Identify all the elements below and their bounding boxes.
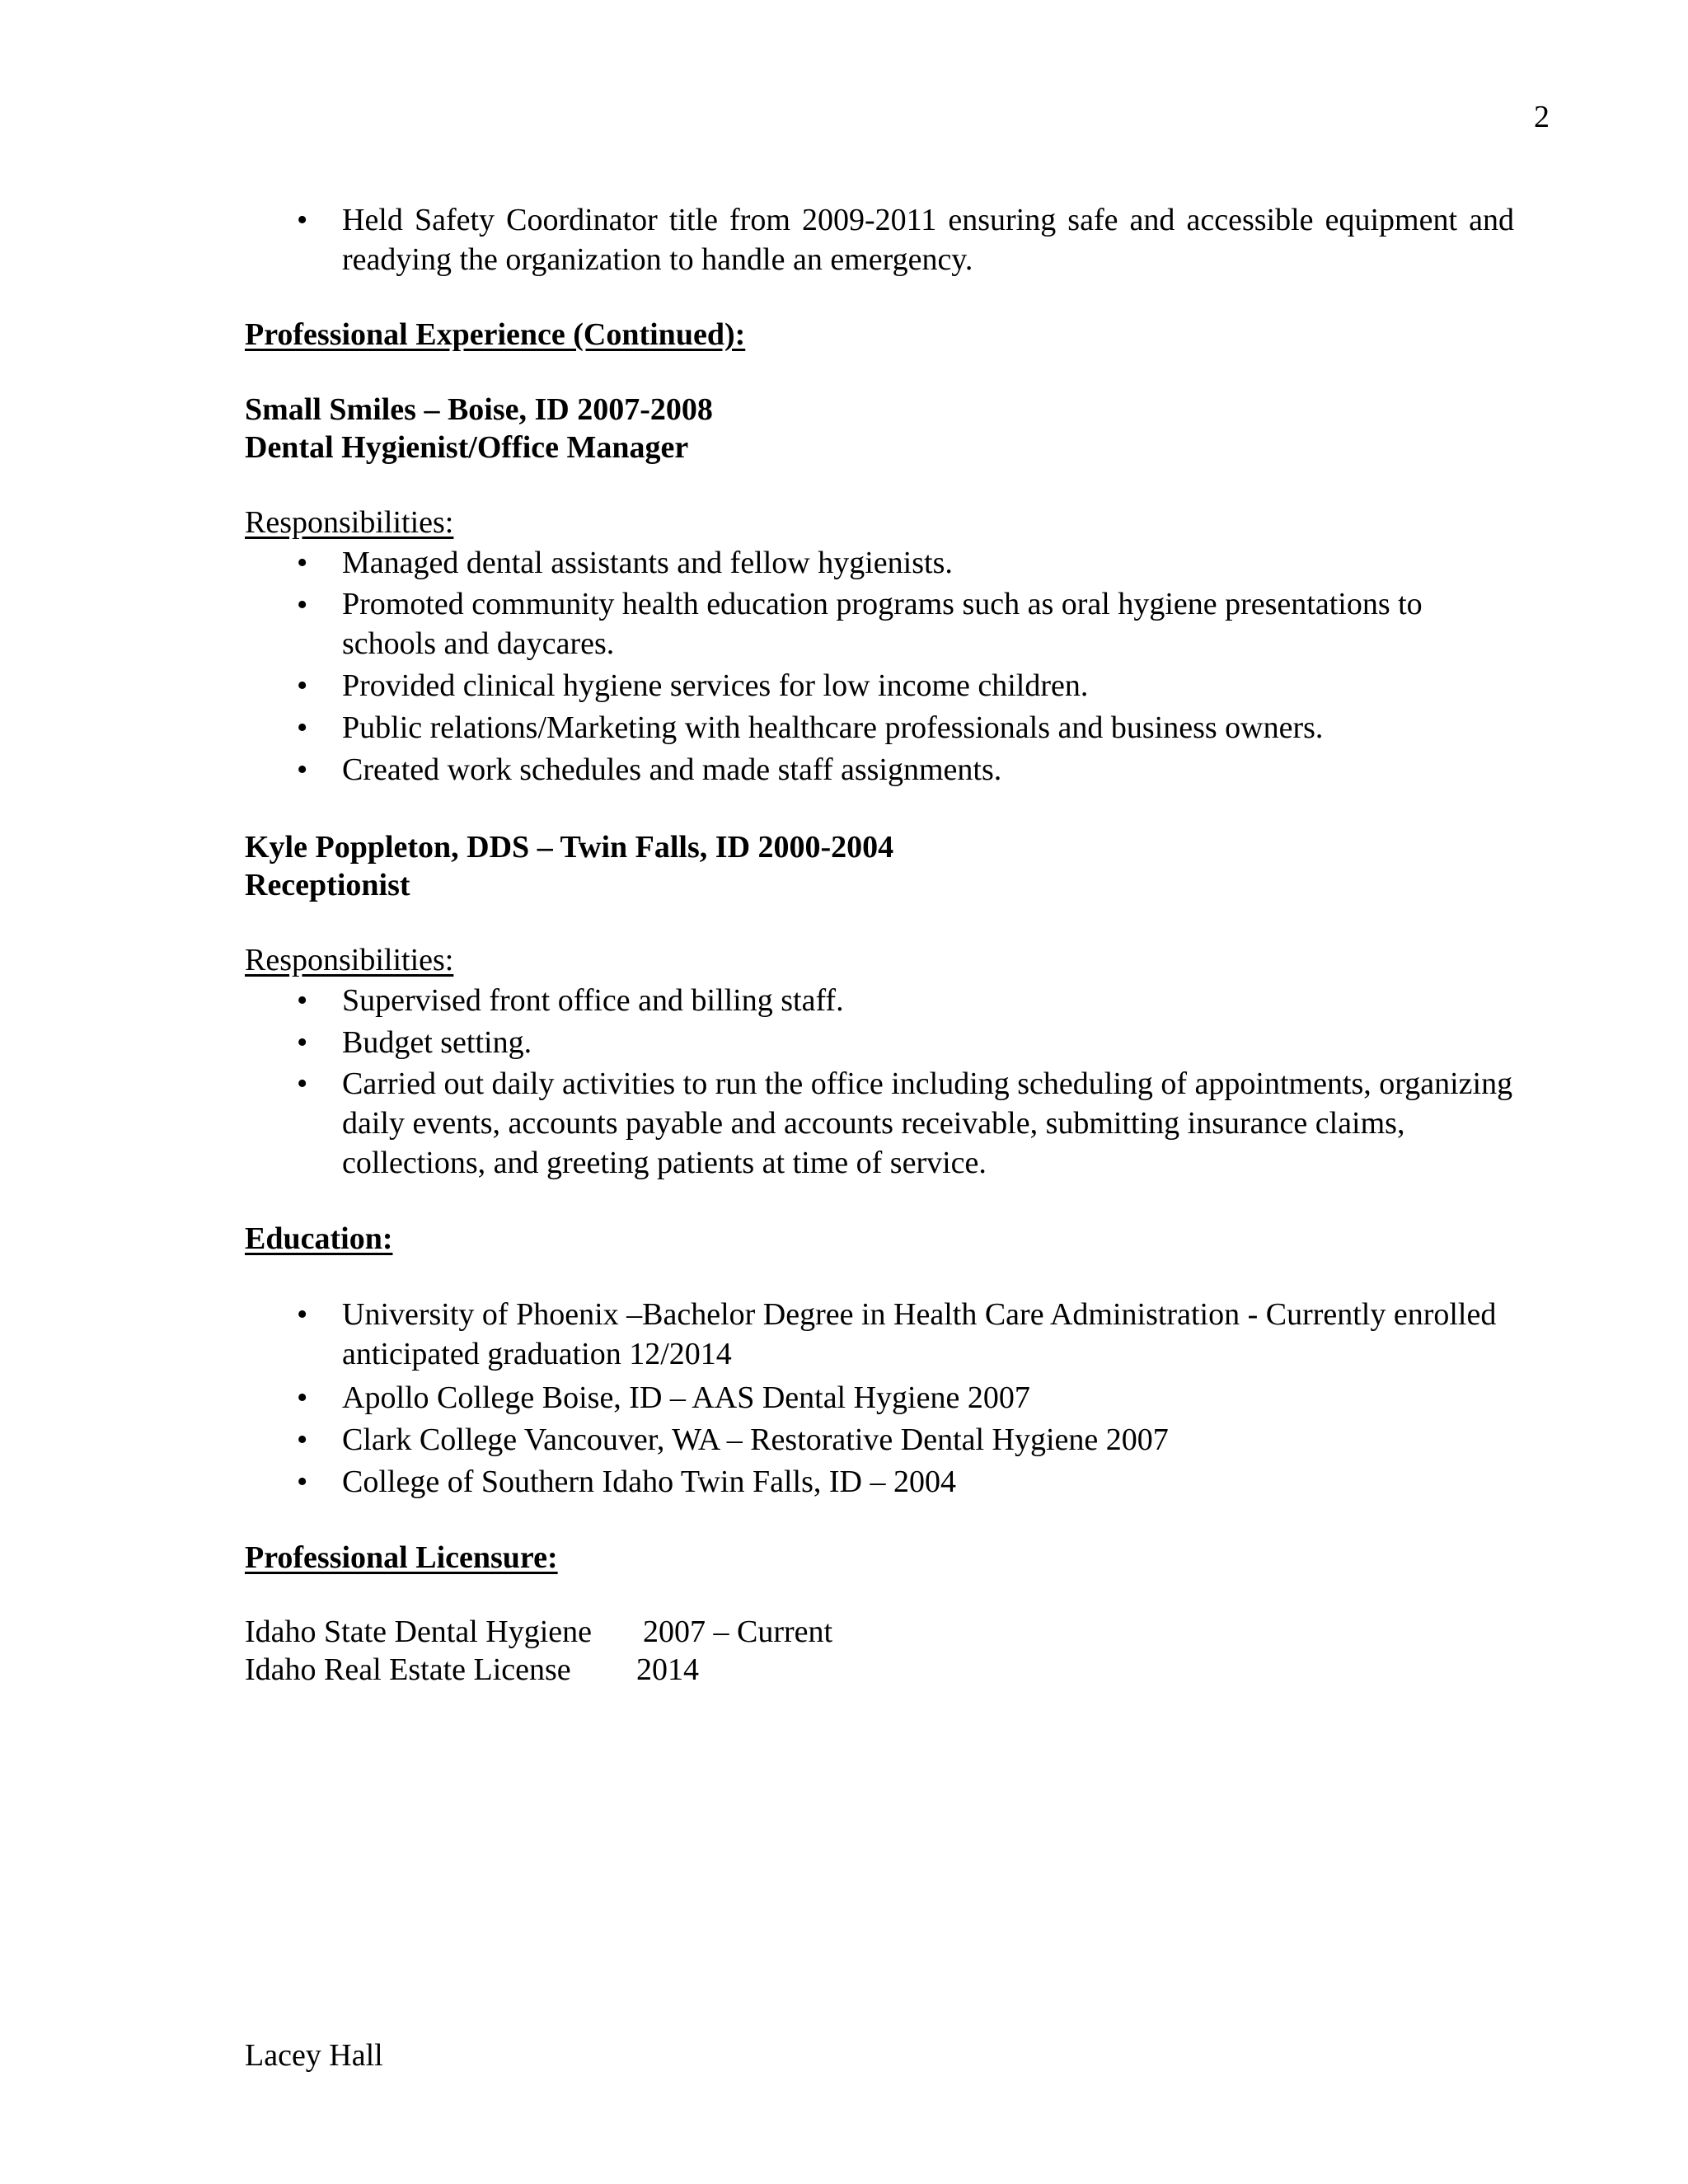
list-item <box>0 584 1514 665</box>
bullet-icon: • <box>297 203 308 237</box>
job-responsibilities-list <box>0 980 1514 1183</box>
list-item-text: Managed dental assistants and fellow hygienists. <box>342 546 953 580</box>
list-item <box>0 980 1514 1022</box>
bullet-icon: • <box>297 1422 308 1457</box>
list-item-text: Apollo College Boise, ID – AAS Dental Hygiene 2007 <box>342 1380 1030 1415</box>
job-employer-line: Small Smiles – Boise, ID 2007-2008 <box>245 392 713 427</box>
bullet-icon: • <box>297 1465 308 1499</box>
list-item <box>0 200 1514 279</box>
job-employer-line: Kyle Poppleton, DDS – Twin Falls, ID 2000-2004 <box>245 830 894 865</box>
list-item <box>0 1377 1514 1419</box>
job-title: Dental Hygienist/Office Manager <box>245 430 689 465</box>
list-item <box>0 749 1514 791</box>
list-item <box>0 542 1514 584</box>
bullet-icon: • <box>297 588 308 622</box>
bullet-icon: • <box>297 983 308 1018</box>
bullet-icon: • <box>297 752 308 787</box>
license-name: Idaho State Dental Hygiene <box>245 1615 593 1649</box>
footer-name: Lacey Hall <box>245 2038 383 2073</box>
bullet-icon: • <box>297 1380 308 1415</box>
bullet-icon: • <box>297 546 308 580</box>
job-responsibilities-list <box>0 542 1514 791</box>
bullet-icon: • <box>297 710 308 745</box>
education-list <box>0 1295 1514 1503</box>
list-item-text: Created work schedules and made staff assignments. <box>342 752 1002 787</box>
list-item-text: Provided clinical hygiene services for low income children. <box>342 668 1089 703</box>
license-dates: 2007 – Current <box>643 1615 833 1649</box>
list-item-text: Budget setting. <box>342 1025 532 1060</box>
responsibilities-label: Responsibilities: <box>245 943 454 977</box>
license-name: Idaho Real Estate License <box>245 1652 571 1687</box>
page-number: 2 <box>1534 100 1550 134</box>
list-item-text: University of Phoenix –Bachelor Degree in Health Care Administration - Currently enrolled anticipated graduation 12/2014 <box>342 1297 1497 1371</box>
list-item <box>0 1461 1514 1503</box>
list-item <box>0 1064 1514 1183</box>
list-item <box>0 707 1514 749</box>
job-title: Receptionist <box>245 868 410 902</box>
list-item-text: Supervised front office and billing staff. <box>342 983 844 1018</box>
list-item-text: Carried out daily activities to run the office including scheduling of appointments, organizing daily events, accounts payable and accounts receivable, submitting insurance claims, collections, and greeting patients at time of service. <box>342 1066 1513 1180</box>
bullet-icon: • <box>297 1066 308 1101</box>
bullet-icon: • <box>297 1025 308 1060</box>
list-item <box>0 1022 1514 1064</box>
list-item <box>0 665 1514 707</box>
list-item-text: College of Southern Idaho Twin Falls, ID – 2004 <box>342 1465 956 1499</box>
bullet-icon: • <box>297 668 308 703</box>
list-item-text: Public relations/Marketing with healthcare professionals and business owners. <box>342 710 1324 745</box>
list-item-text: Held Safety Coordinator title from 2009-2011 ensuring safe and accessible equipment and readying the organization to handle an emergency. <box>342 203 1514 277</box>
intro-bullet-list <box>0 200 1514 279</box>
licensure-heading: Professional Licensure: <box>245 1540 558 1575</box>
list-item <box>0 1419 1514 1461</box>
list-item-text: Clark College Vancouver, WA – Restorative Dental Hygiene 2007 <box>342 1422 1169 1457</box>
license-dates: 2014 <box>636 1652 699 1687</box>
list-item-text: Promoted community health education programs such as oral hygiene presentations to schools and daycares. <box>342 587 1423 661</box>
experience-heading: Professional Experience (Continued): <box>245 317 746 352</box>
education-heading: Education: <box>245 1221 393 1256</box>
responsibilities-label: Responsibilities: <box>245 505 454 540</box>
bullet-icon: • <box>297 1297 308 1332</box>
list-item <box>0 1295 1514 1377</box>
